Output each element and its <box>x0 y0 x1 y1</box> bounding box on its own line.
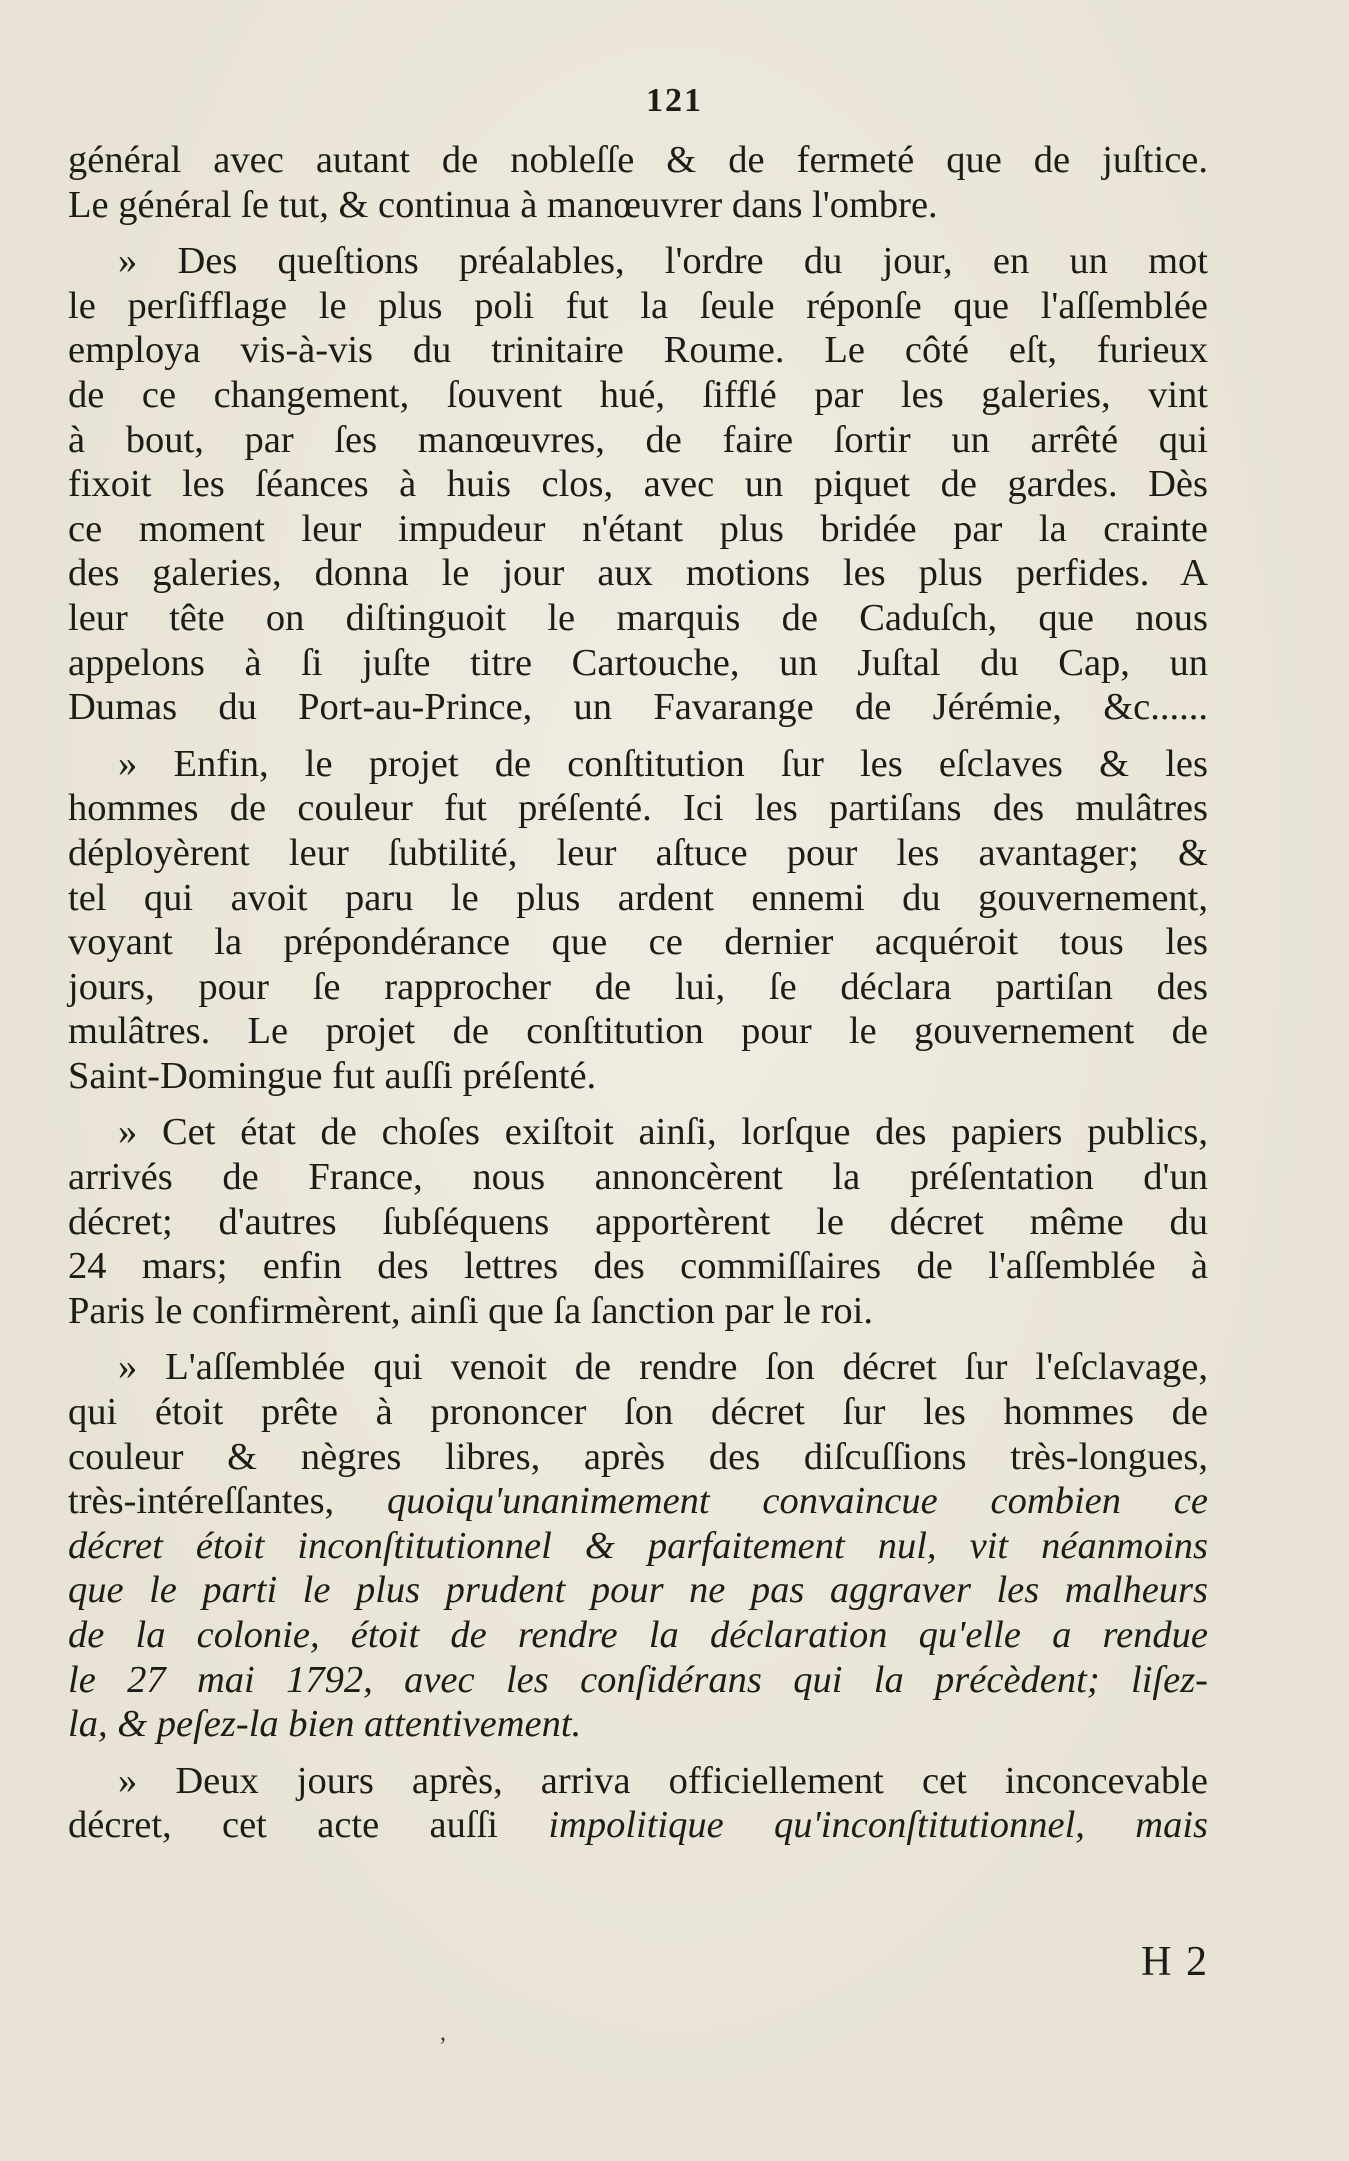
text-line: le 27 mai 1792, avec les conſidérans qui la précèdent; liſez- <box>68 1658 1208 1701</box>
text-line: couleur & nègres libres, après des diſcuſſions très-longues, <box>68 1435 1208 1478</box>
italic-segment: quoiqu'unanimement convaincue combien ce <box>387 1480 1208 1523</box>
text-line: la, & peſez-la bien attentivement. <box>68 1703 582 1746</box>
text-line: hommes de couleur fut préſenté. Ici les partiſans des mulâtres <box>68 787 1208 830</box>
paragraph <box>68 1759 1208 1848</box>
text-line: qui étoit prête à prononcer ſon décret ſur les hommes de <box>68 1391 1208 1434</box>
text-line: décret étoit inconſtitutionnel & parfaitement nul, vit néanmoins <box>68 1524 1208 1567</box>
text-line <box>68 1479 1208 1524</box>
text-line: fixoit les ſéances à huis clos, avec un piquet de gardes. Dès <box>68 463 1208 506</box>
text-line: Saint-Domingue fut auſſi préſenté. <box>68 1054 597 1097</box>
text-line: arrivés de France, nous annoncèrent la préſentation d'un <box>68 1156 1208 1199</box>
signature-mark: H 2 <box>1141 1939 1209 1985</box>
text-line: Paris le confirmèrent, ainſi que ſa ſanction par le roi. <box>68 1289 874 1332</box>
text-line: Dumas du Port-au-Prince, un Favarange de Jérémie, &c...... <box>68 686 1208 729</box>
text-line: mulâtres. Le projet de conſtitution pour le gouvernement de <box>68 1010 1208 1053</box>
paragraph <box>68 239 1208 730</box>
paragraph <box>68 1110 1208 1333</box>
text-line: appelons à ſi juſte titre Cartouche, un Juſtal du Cap, un <box>68 641 1208 684</box>
text-line: Le général ſe tut, & continua à manœuvrer dans l'ombre. <box>68 183 938 226</box>
text-line: leur tête on diſtinguoit le marquis de Caduſch, que nous <box>68 596 1208 639</box>
text-line: déployèrent leur ſubtilité, leur aſtuce pour les avantager; & <box>68 831 1208 874</box>
text-line: ce moment leur impudeur n'étant plus bridée par la crainte <box>68 507 1208 550</box>
text-segment: très-intéreſſantes, <box>68 1480 387 1523</box>
text-line: » Deux jours après, arriva officiellement cet inconcevable <box>118 1759 1208 1802</box>
italic-segment: impolitique qu'inconſtitutionnel, mais <box>548 1804 1208 1847</box>
text-line: voyant la prépondérance que ce dernier acquéroit tous les <box>68 921 1208 964</box>
text-line <box>68 1803 1208 1848</box>
text-segment: décret, cet acte auſſi <box>68 1804 549 1847</box>
text-line: jours, pour ſe rapprocher de lui, ſe déclara partiſan des <box>68 965 1208 1008</box>
text-line: que le parti le plus prudent pour ne pas aggraver les malheurs <box>68 1569 1208 1612</box>
text-line: » L'aſſemblée qui venoit de rendre ſon décret ſur l'eſclavage, <box>118 1346 1208 1389</box>
paragraph <box>68 1345 1208 1746</box>
text-line: le perſifflage le plus poli fut la ſeule réponſe que l'aſſemblée <box>68 284 1208 327</box>
text-line: de ce changement, ſouvent hué, ſifflé par les galeries, vint <box>68 373 1208 416</box>
text-line: » Enfin, le projet de conſtitution ſur les eſclaves & les <box>118 742 1208 785</box>
paragraph <box>68 138 1208 227</box>
text-line: employa vis-à-vis du trinitaire Roume. Le côté eſt, furieux <box>68 329 1208 372</box>
text-line: de la colonie, étoit de rendre la déclaration qu'elle a rendue <box>68 1614 1208 1656</box>
page-number: 121 <box>646 82 703 119</box>
text-line: à bout, par ſes manœuvres, de faire ſortir un arrêté qui <box>68 418 1208 461</box>
text-line: décret; d'autres ſubſéquens apportèrent le décret même du <box>68 1200 1208 1243</box>
text-line: » Des queſtions préalables, l'ordre du jour, en un mot <box>118 240 1208 283</box>
text-line: général avec autant de nobleſſe & de fermeté que de juſtice. <box>68 139 1208 181</box>
text-line: 24 mars; enfin des lettres des commiſſaires de l'aſſemblée à <box>68 1245 1208 1288</box>
text-line: des galeries, donna le jour aux motions les plus perfides. A <box>68 552 1208 595</box>
body-text <box>68 138 1208 1860</box>
paragraph <box>68 742 1208 1099</box>
ink-mark: , <box>440 2020 446 2046</box>
text-line: » Cet état de choſes exiſtoit ainſi, lorſque des papiers publics, <box>118 1111 1208 1154</box>
text-line: tel qui avoit paru le plus ardent ennemi du gouvernement, <box>68 876 1208 919</box>
